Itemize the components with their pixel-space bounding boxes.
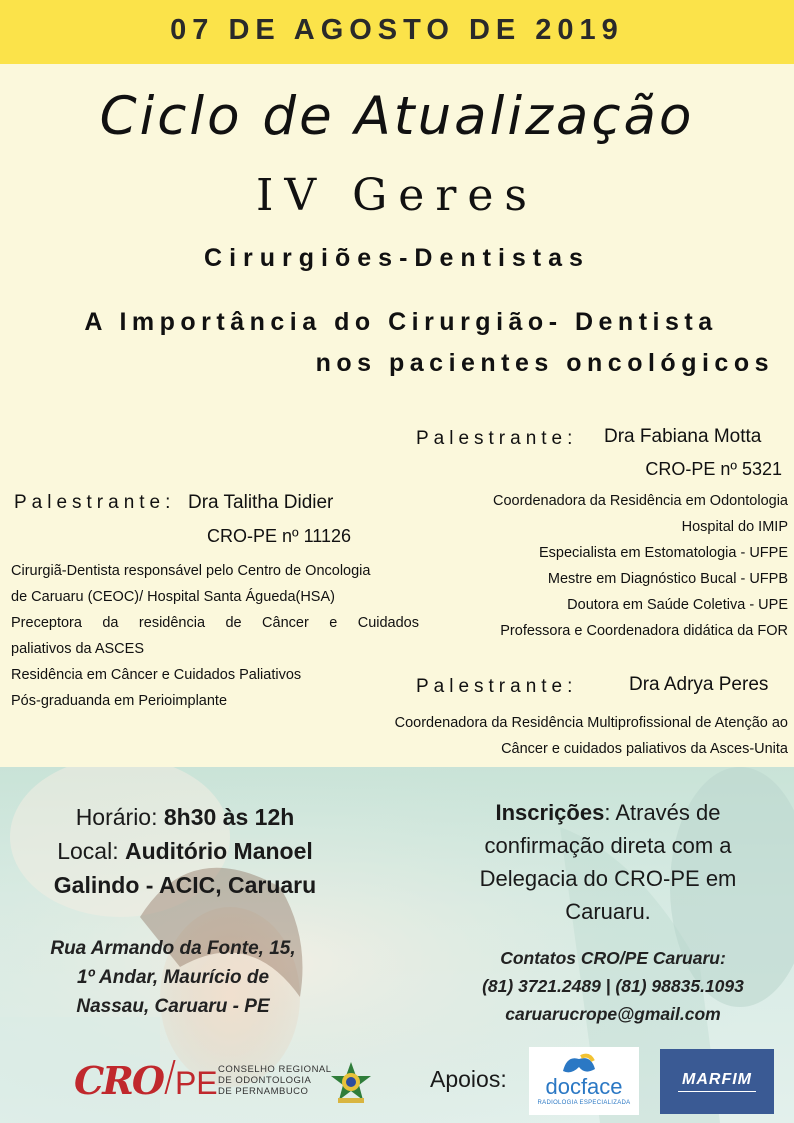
address-line: 1º Andar, Maurício de xyxy=(76,967,270,988)
credential-item: Professora e Coordenadora didática da FOR xyxy=(500,623,788,639)
credential-item: paliativos da ASCES xyxy=(11,641,144,657)
supporters-label: Apoios: xyxy=(430,1066,507,1092)
speaker-name: Dra Fabiana Motta xyxy=(604,426,762,447)
credential-item: Pós-graduanda em Perioimplante xyxy=(11,693,228,709)
event-date: 07 DE AGOSTO DE 2019 xyxy=(170,14,624,46)
marfim-logo xyxy=(660,1049,774,1114)
docface-name: docface xyxy=(545,1074,623,1099)
credential-item: Mestre em Diagnóstico Bucal - UFPB xyxy=(547,571,788,587)
schedule-time xyxy=(0,800,370,834)
time-label: Horário: xyxy=(75,804,158,830)
registration-text: Caruaru. xyxy=(565,899,651,924)
speaker-label: Palestrante: xyxy=(14,492,176,513)
speaker-name: Dra Talitha Didier xyxy=(188,492,334,513)
address-line: Nassau, Caruaru - PE xyxy=(76,996,270,1017)
docface-subtitle: RADIOLOGIA ESPECIALIZADA xyxy=(537,1100,631,1106)
local-label: Local: xyxy=(57,838,119,864)
event-title: Ciclo de Atualização xyxy=(99,86,695,147)
cro-logo-divider xyxy=(164,1060,175,1094)
cro-logo-pe: PE xyxy=(174,1065,218,1101)
docface-logo xyxy=(529,1047,639,1115)
cro-full-name xyxy=(218,1064,332,1097)
credential-item: Cirurgiã-Dentista responsável pelo Centro de Oncologia xyxy=(11,563,371,579)
credential-item: Coordenadora da Residência Multiprofissional de Atenção ao xyxy=(394,715,788,731)
cro-logo-mark: CRO xyxy=(74,1058,163,1103)
address-line: Rua Armando da Fonte, 15, xyxy=(50,938,296,959)
target-audience: Cirurgiões-Dentistas xyxy=(204,244,590,272)
credential-item: Câncer e cuidados paliativos da Asces-Unita xyxy=(501,741,788,757)
cro-name-line: CONSELHO REGIONAL xyxy=(218,1064,332,1075)
cro-name-line: DE ODONTOLOGIA xyxy=(218,1075,312,1086)
brasao-emblem-icon xyxy=(328,1060,374,1106)
registration-text: : Através de xyxy=(604,800,721,825)
credential-item: Doutora em Saúde Coletiva - UPE xyxy=(567,597,788,613)
registration-text: confirmação direta com a xyxy=(484,833,732,858)
credential-item: Hospital do IMIP xyxy=(681,519,788,535)
speaker-cro: CRO-PE nº 11126 xyxy=(207,526,351,546)
marfim-name: MARFIM xyxy=(682,1071,752,1088)
time-value: 8h30 às 12h xyxy=(163,804,295,830)
credential-item: Coordenadora da Residência em Odontologia xyxy=(492,493,788,509)
cro-name-line: DE PERNAMBUCO xyxy=(218,1086,309,1097)
topic-line-2: nos pacientes oncológicos xyxy=(315,349,774,377)
event-subtitle: IV Geres xyxy=(256,170,538,221)
credential-item: de Caruaru (CEOC)/ Hospital Santa Águeda(HSA) xyxy=(11,589,335,605)
schedule-location xyxy=(0,834,370,902)
credential-item: Especialista em Estomatologia - UFPE xyxy=(538,545,788,561)
topic-line-1: A Importância do Cirurgião- Dentista xyxy=(84,308,718,336)
speaker-credentials xyxy=(395,710,788,762)
speaker-name: Dra Adrya Peres xyxy=(629,674,769,695)
local-value: Auditório Manoel xyxy=(124,838,313,864)
contacts xyxy=(452,944,774,1028)
local-value: Galindo - ACIC, Caruaru xyxy=(53,872,317,898)
speaker-credentials xyxy=(11,558,419,714)
contacts-title: Contatos CRO/PE Caruaru: xyxy=(500,948,726,968)
contacts-phones[interactable]: (81) 3721.2489 | (81) 98835.1093 xyxy=(482,976,744,996)
contacts-email[interactable]: caruarucrope@gmail.com xyxy=(505,1004,721,1024)
cro-pe-logo xyxy=(74,1058,218,1103)
speaker-cro: CRO-PE nº 5321 xyxy=(645,459,782,479)
registration-label: Inscrições xyxy=(495,800,605,825)
speaker-label: Palestrante: xyxy=(416,428,578,449)
credential-item: Residência em Câncer e Cuidados Paliativos xyxy=(11,667,302,683)
speaker-label: Palestrante: xyxy=(416,676,578,697)
registration-info xyxy=(448,796,768,928)
speaker-credentials xyxy=(493,488,788,644)
credential-item: Preceptora da residência de Câncer e Cuidados xyxy=(11,615,419,631)
address xyxy=(0,934,346,1021)
marfim-underline xyxy=(678,1091,756,1092)
registration-text: Delegacia do CRO-PE em xyxy=(479,866,737,891)
